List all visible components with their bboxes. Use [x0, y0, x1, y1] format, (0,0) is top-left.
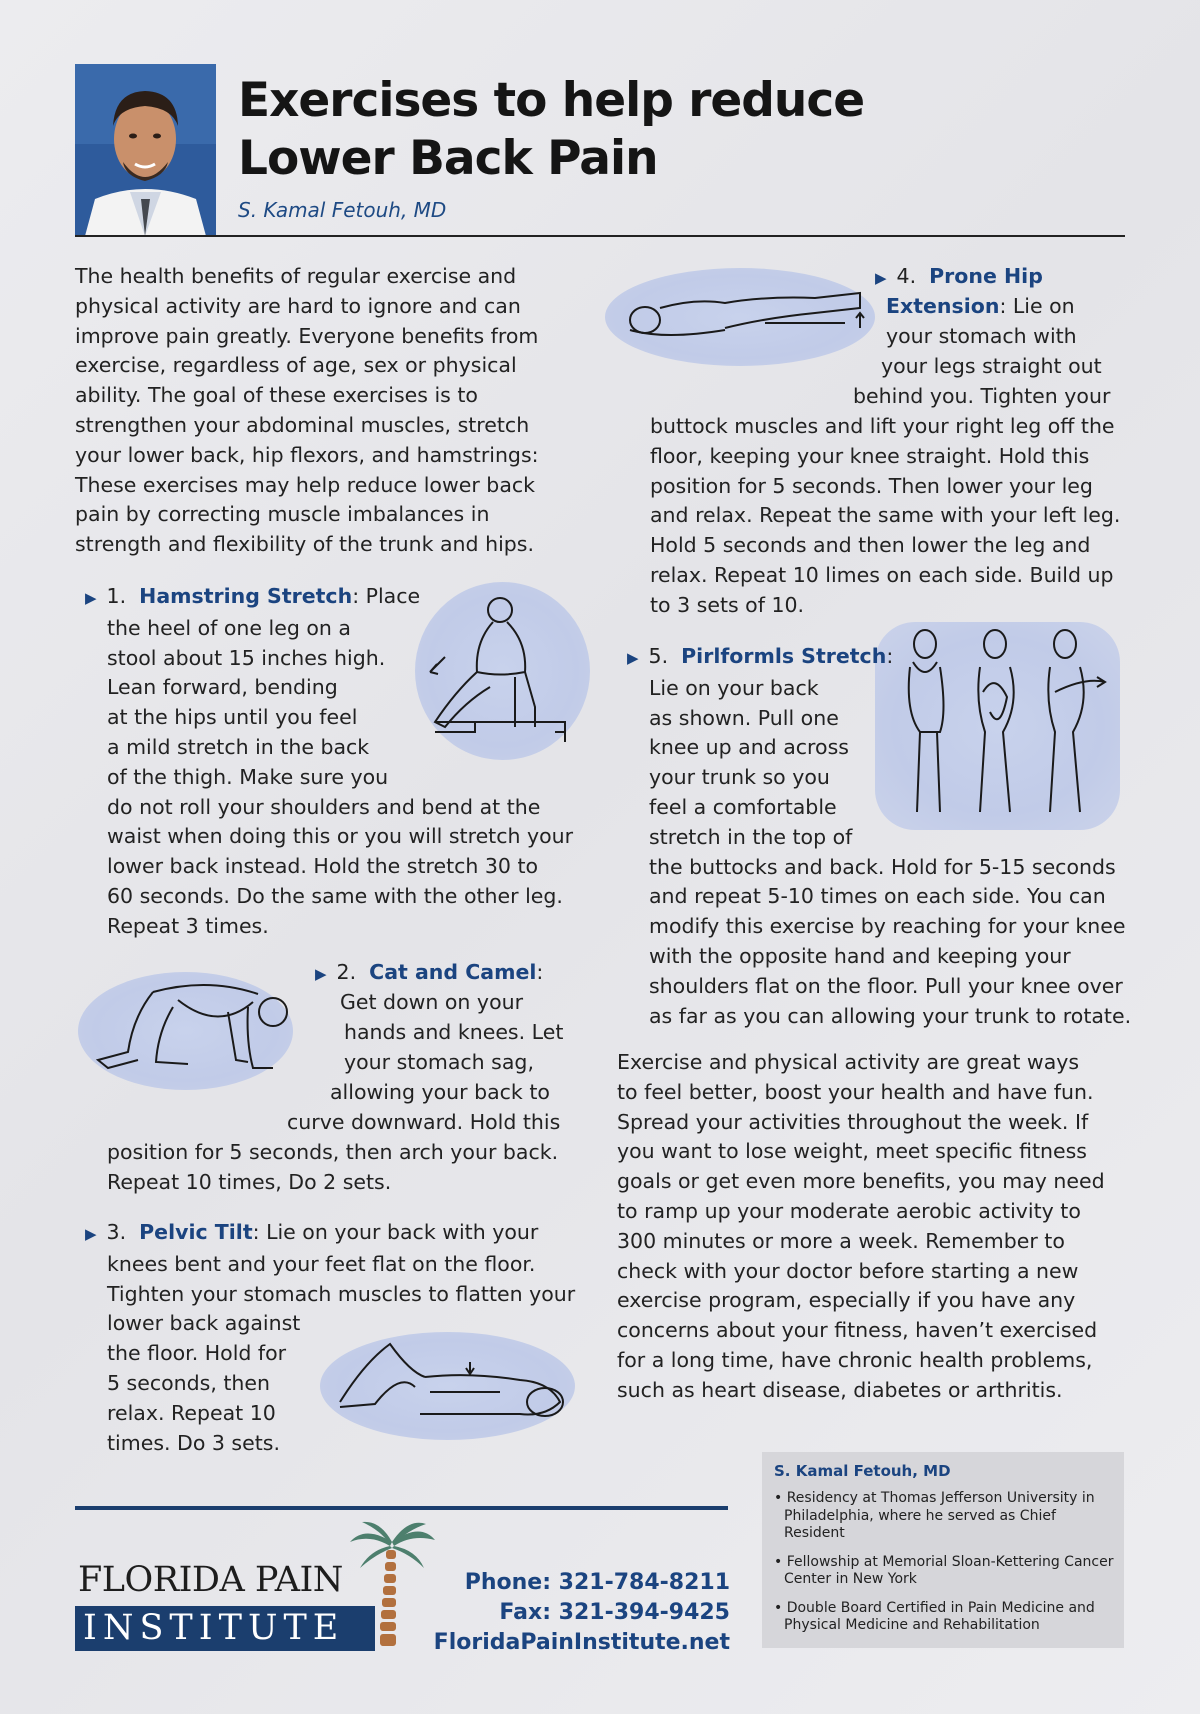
title-line-1: Exercises to help reduce [238, 73, 865, 128]
bio-name: S. Kamal Fetouh, MD [774, 1462, 951, 1480]
exercise-3-pelvic-tilt: ▶ 3. Pelvic Tilt: Lie on your back with your knees bent and your feet flat on the floor. Tighten your stomach muscles to flatten your lower back against the floor. Hold for 5 seconds, then relax. Repeat 10 times. Do 3 sets. [85, 1220, 576, 1455]
exercise-5-piriformis-stretch: ▶ 5. Pirlformls Stretch: Lie on your back as shown. Pull one knee up and across your trunk so you feel a comfortable stretch in the top of the buttocks and back. Hold for 5-15 seconds and repeat 5-10 times on each side. You can modify this exercise by reaching for your knee with the opposite hand and keeping your shoulders flat on the floor. Pull your knee over as far as you can allowing your trunk to rotate. [627, 644, 1132, 1028]
header-divider [75, 235, 1125, 237]
exercise-4-heading: Prone Hip [929, 264, 1043, 288]
fax-number: Fax: 321-394-9425 [499, 1600, 730, 1625]
closing-paragraph: Exercise and physical activity are great ways to feel better, boost your health and have fun. Spread your activities throughout the week. If you want to lose weight, meet specific fitness goals or get even more benefits, you may need to ramp up your moderate aerobic activity to 300 minutes or more a week. Remember to check with your doctor before starting a new exercise program, especially if you have any concerns about your fitness, haven’t exercised for a long time, have chronic health problems, such as heart disease, diabetes or arthritis. [617, 1050, 1105, 1402]
exercise-1-heading: Hamstring Stretch [139, 584, 353, 608]
exercise-2-text-d: curve downward. Hold this [287, 1110, 561, 1134]
page-title [238, 72, 1138, 188]
bio-item: • Fellowship at Memorial Sloan-Kettering Cancer Center in New York [774, 1553, 1114, 1587]
exercise-2-text-c: allowing your back to [330, 1080, 550, 1104]
exercise-2-cat-and-camel-head: ▶ 2. Cat and Camel: [315, 960, 544, 984]
triangle-bullet-icon: ▶ [627, 649, 639, 667]
spine-icon [380, 1550, 396, 1646]
doctor-bio-box [762, 1452, 1124, 1648]
website-link[interactable]: FloridaPainInstitute.net [433, 1630, 730, 1655]
contact-info [434, 1568, 730, 1658]
footer-divider [75, 1506, 728, 1510]
bio-item: • Double Board Certified in Pain Medicine and Physical Medicine and Rehabilitation [774, 1599, 1095, 1633]
logo-institute: INSTITUTE [75, 1606, 375, 1651]
author-byline: S. Kamal Fetouh, MD [238, 198, 447, 222]
exercise-4-text-c: behind you. Tighten your [853, 384, 1111, 408]
triangle-bullet-icon: ▶ [315, 965, 327, 983]
triangle-bullet-icon: ▶ [85, 589, 97, 607]
title-line-2: Lower Back Pain [238, 131, 658, 186]
exercise-5-heading: Pirlformls Stretch [681, 644, 887, 668]
cat-and-camel-illustration [78, 972, 293, 1090]
prone-hip-extension-illustration [605, 268, 875, 366]
doctor-photo [75, 64, 216, 236]
exercise-2-text-e: position for 5 seconds, then arch your back. Repeat 10 times, Do 2 sets. [107, 1140, 559, 1194]
intro-paragraph: The health benefits of regular exercise and physical activity are hard to ignore and can improve pain greatly. Everyone benefits from exercise, regardless of age, sex or physical ability. The goal of these exercises is to strengthen your abdominal muscles, stretch your lower back, hip flexors, and hamstrings: These exercises may help reduce lower back pain by correcting muscle imbalances in strength and flexibility of the trunk and hips. [75, 264, 539, 557]
exercise-4-text-d: buttock muscles and lift your right leg off the floor, keeping your knee straight. Hold this position for 5 seconds. Then lower your leg and relax. Repeat the same with your left leg. Hold 5 seconds and then lower the leg and relax. Repeat 10 limes on each side. Build up to 3 sets of 10. [650, 414, 1121, 617]
exercise-2-text-a: Get down on your [340, 990, 524, 1014]
logo-florida-pain: FLORIDA PAIN [78, 1560, 343, 1600]
bio-list [772, 1490, 1117, 1646]
exercise-4-text-b: your legs straight out [881, 354, 1102, 378]
exercise-3-heading: Pelvic Tilt [139, 1220, 253, 1244]
exercise-1-hamstring-stretch: ▶ 1. Hamstring Stretch: Place the heel of one leg on a stool about 15 inches high. Lean forward, bending at the hips until you feel a mild stretch in the back of the thigh. Make sure you do not roll your shoulders and bend at the waist when doing this or you will stretch your lower back instead. Hold the stretch 30 to 60 seconds. Do the same with the other leg. Repeat 3 times. [85, 584, 574, 938]
exercise-4-text-a: Extension: Lie on your stomach with [886, 294, 1077, 348]
triangle-bullet-icon: ▶ [875, 269, 887, 287]
bio-item: • Residency at Thomas Jefferson University in Philadelphia, where he served as Chief Resident [774, 1490, 1095, 1541]
exercise-2-text-b: hands and knees. Let your stomach sag, [344, 1020, 564, 1074]
exercise-2-heading: Cat and Camel [369, 960, 537, 984]
phone-number[interactable]: Phone: 321-784-8211 [464, 1570, 730, 1595]
triangle-bullet-icon: ▶ [85, 1225, 97, 1243]
exercise-4-head: ▶ 4. Prone Hip [875, 264, 1043, 288]
